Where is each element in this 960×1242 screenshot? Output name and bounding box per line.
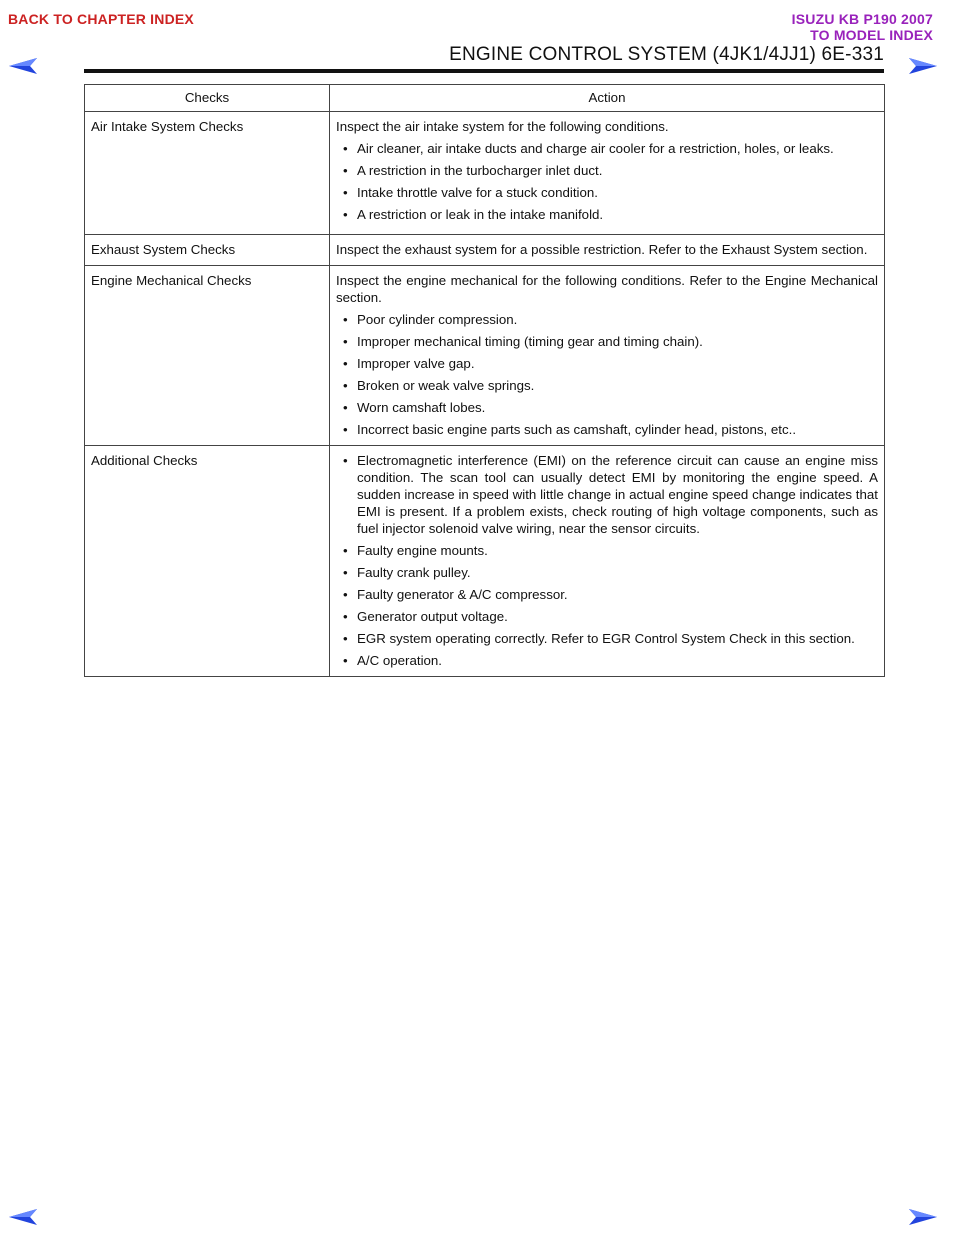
to-model-index-link[interactable]: TO MODEL INDEX — [810, 27, 933, 43]
bullet-icon: • — [343, 141, 348, 156]
bullet-icon: • — [343, 207, 348, 222]
action-bullet-item: • Faulty generator & A/C compressor. — [343, 587, 568, 602]
action-intro: Inspect the engine mechanical for the following conditions. Refer to the Engine Mechanical section. — [336, 273, 878, 305]
bullet-icon: • — [343, 609, 348, 624]
action-bullet-item: • Worn camshaft lobes. — [343, 400, 486, 415]
action-bullet-item: • A/C operation. — [343, 653, 443, 668]
bullet-icon: • — [343, 356, 348, 371]
bullet-icon: • — [343, 312, 348, 327]
page-header-title: ENGINE CONTROL SYSTEM (4JK1/4JJ1) 6E-331 — [449, 44, 884, 65]
column-header-action: Action — [330, 85, 885, 112]
action-bullet-item: • Faulty crank pulley. — [343, 565, 471, 580]
bullet-icon: • — [343, 543, 348, 558]
table-row — [85, 266, 885, 446]
action-bullet-item: • Poor cylinder compression. — [343, 312, 518, 327]
column-header-checks: Checks — [85, 85, 330, 112]
arrow-right-icon[interactable] — [908, 1208, 938, 1226]
action-bullet-item: • A restriction in the turbocharger inlet duct. — [343, 163, 603, 178]
bullet-icon: • — [343, 334, 348, 349]
action-bullet-list — [336, 452, 878, 669]
model-title: ISUZU KB P190 2007 — [791, 11, 933, 27]
action-bullet-item: • Broken or weak valve springs. — [343, 378, 535, 393]
bullet-icon: • — [343, 400, 348, 415]
check-name: Engine Mechanical Checks — [85, 266, 330, 446]
back-to-chapter-index-link[interactable]: BACK TO CHAPTER INDEX — [8, 11, 194, 27]
bullet-icon: • — [343, 163, 348, 178]
header-rule — [84, 69, 884, 73]
table-header-row — [85, 85, 885, 112]
check-name: Air Intake System Checks — [85, 112, 330, 235]
check-name: Exhaust System Checks — [85, 235, 330, 266]
bullet-icon: • — [343, 653, 348, 668]
table-row — [85, 446, 885, 677]
action-bullet-item: • Improper valve gap. — [343, 356, 475, 371]
bullet-icon: • — [343, 631, 348, 646]
table-row — [85, 112, 885, 235]
action-cell — [330, 266, 885, 446]
arrow-left-icon[interactable] — [8, 1208, 38, 1226]
bullet-icon: • — [343, 378, 348, 393]
action-bullet-item: • Air cleaner, air intake ducts and charge air cooler for a restriction, holes, or leaks. — [343, 141, 834, 156]
bullet-icon: • — [343, 422, 348, 437]
bullet-icon: • — [343, 453, 348, 468]
arrow-right-icon[interactable] — [908, 57, 938, 75]
action-bullet-item: • Intake throttle valve for a stuck condition. — [343, 185, 598, 200]
action-bullet-list — [336, 140, 878, 223]
action-intro: Inspect the exhaust system for a possible restriction. Refer to the Exhaust System section. — [336, 242, 868, 257]
action-cell — [330, 235, 885, 266]
table-row — [85, 235, 885, 266]
arrow-left-icon[interactable] — [8, 57, 38, 75]
action-bullet-item: • Improper mechanical timing (timing gear and timing chain). — [343, 334, 703, 349]
bullet-icon: • — [343, 185, 348, 200]
checks-table — [84, 84, 885, 677]
action-cell — [330, 446, 885, 677]
action-bullet-item: • Electromagnetic interference (EMI) on the reference circuit can cause an engine miss condition. The scan tool can usually detect EMI by monitoring the engine speed. A sudden increase in speed with little change in actual engine speed change indicates that EMI is present. If a problem exists, check routing of high voltage components, such as fuel injector solenoid valve wiring, near the sensor circuits. — [343, 453, 878, 536]
action-bullet-item: • Generator output voltage. — [343, 609, 508, 624]
action-intro: Inspect the air intake system for the following conditions. — [336, 119, 669, 134]
bullet-icon: • — [343, 587, 348, 602]
action-bullet-item: • A restriction or leak in the intake manifold. — [343, 207, 604, 222]
action-cell — [330, 112, 885, 235]
check-name: Additional Checks — [85, 446, 330, 677]
action-bullet-item: • EGR system operating correctly. Refer to EGR Control System Check in this section. — [343, 631, 855, 646]
action-bullet-item: • Incorrect basic engine parts such as camshaft, cylinder head, pistons, etc.. — [343, 422, 797, 437]
action-bullet-list — [336, 311, 878, 438]
bullet-icon: • — [343, 565, 348, 580]
action-bullet-item: • Faulty engine mounts. — [343, 543, 488, 558]
